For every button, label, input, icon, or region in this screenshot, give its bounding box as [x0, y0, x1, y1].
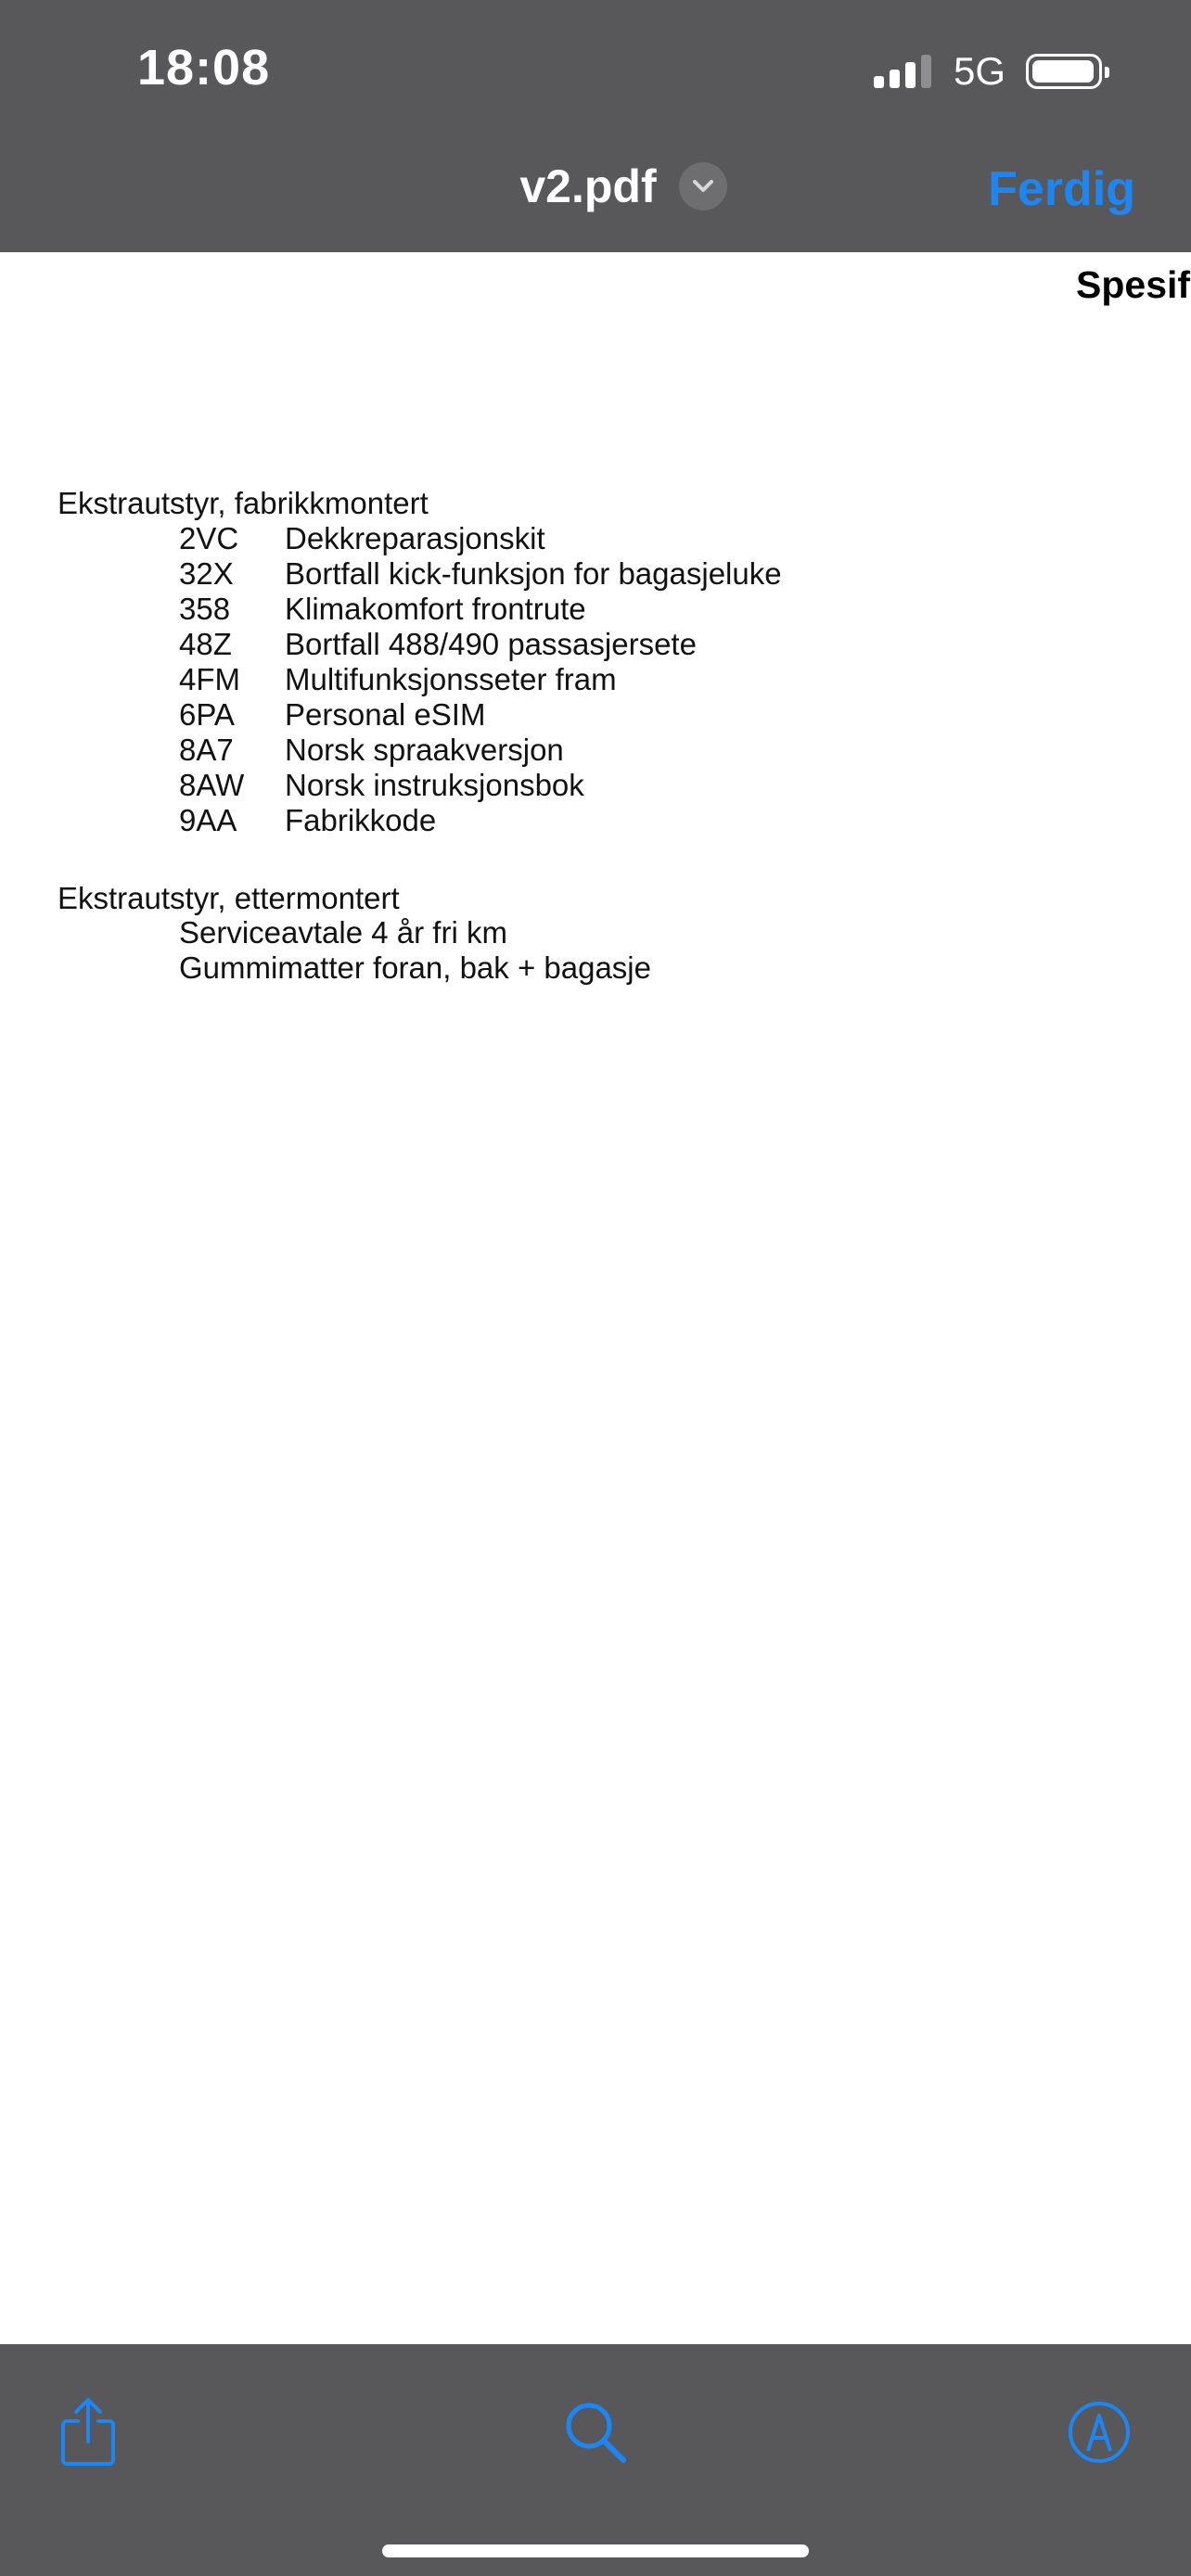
- bottom-toolbar: [0, 2344, 1191, 2576]
- item-description: Bortfall 488/490 passasjersete: [285, 627, 697, 661]
- item-code: 358: [179, 592, 231, 626]
- pdf-page[interactable]: [0, 252, 1191, 2344]
- item-code: 4FM: [179, 662, 240, 696]
- item-code: 2VC: [179, 521, 239, 555]
- section-title: Ekstrautstyr, fabrikkmontert: [58, 486, 429, 520]
- battery-icon: [1026, 54, 1102, 89]
- list-item: Serviceavtale 4 år fri km: [179, 915, 507, 950]
- done-button[interactable]: Ferdig: [988, 162, 1135, 216]
- network-type: 5G: [953, 49, 1005, 93]
- item-code: 6PA: [179, 697, 235, 732]
- item-code: 8A7: [179, 733, 234, 767]
- search-icon[interactable]: [544, 2381, 647, 2483]
- item-code: 8AW: [179, 768, 245, 802]
- share-icon[interactable]: [37, 2381, 139, 2483]
- page-heading: Spesif: [1076, 263, 1191, 306]
- chevron-down-icon[interactable]: [679, 162, 727, 210]
- item-description: Dekkreparasjonskit: [285, 521, 545, 555]
- item-description: Multifunksjonsseter fram: [285, 662, 617, 696]
- item-code: 9AA: [179, 803, 237, 837]
- item-description: Fabrikkode: [285, 803, 437, 837]
- item-description: Bortfall kick-funksjon for bagasjeluke: [285, 556, 782, 591]
- item-description: Norsk spraakversjon: [285, 733, 564, 767]
- item-description: Klimakomfort frontrute: [285, 592, 586, 626]
- status-time: 18:08: [137, 40, 271, 96]
- section-title: Ekstrautstyr, ettermontert: [58, 881, 400, 915]
- item-code: 48Z: [179, 627, 232, 661]
- markup-icon[interactable]: [1048, 2381, 1150, 2483]
- top-bar: [0, 0, 1191, 252]
- item-description: Personal eSIM: [285, 697, 486, 732]
- list-item: Gummimatter foran, bak + bagasje: [179, 950, 651, 985]
- cellular-signal-icon: [874, 55, 937, 88]
- item-description: Norsk instruksjonsbok: [285, 768, 584, 802]
- status-indicators: [874, 48, 1102, 95]
- home-indicator[interactable]: [382, 2544, 809, 2557]
- item-code: 32X: [179, 556, 234, 591]
- document-title[interactable]: v2.pdf: [519, 160, 657, 212]
